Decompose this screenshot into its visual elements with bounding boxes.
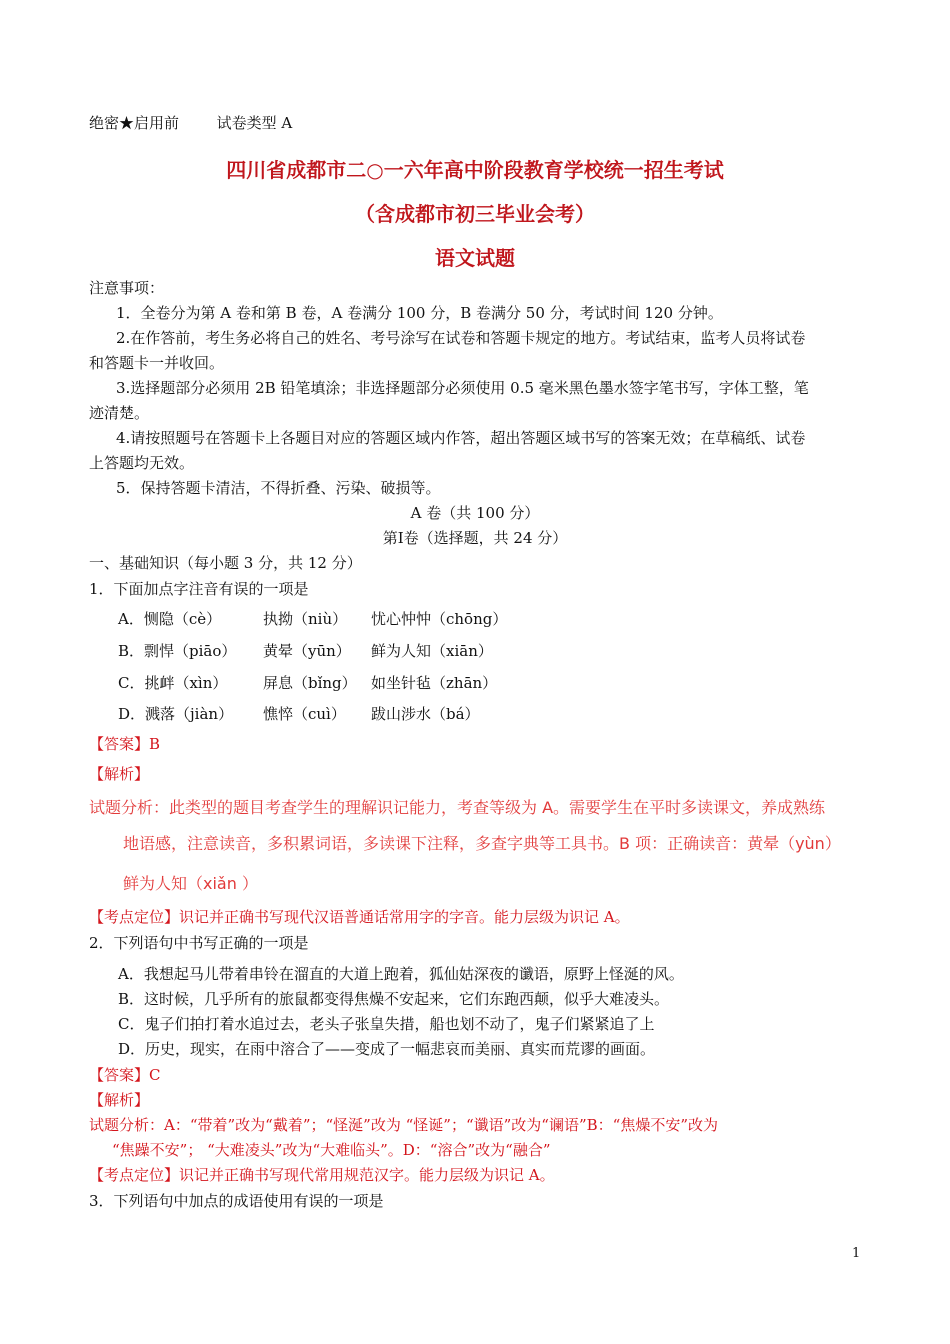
note-item: 和答题卡一并收回。	[89, 354, 225, 372]
question-1-stem: 1．下面加点字注音有误的一项是	[89, 580, 309, 598]
q2-answer: 【答案】C	[89, 1066, 161, 1084]
note-item: 4.请按照题号在答题卡上各题目对应的答题区域内作答，超出答题区域书写的答案无效；在草稿纸、试卷	[116, 429, 806, 447]
note-item: 5．保持答题卡清洁，不得折叠、污染、破损等。	[116, 479, 441, 497]
q2-analysis-label: 【解析】	[89, 1091, 150, 1109]
notes-heading: 注意事项：	[89, 279, 165, 297]
section-part1: 第Ⅰ卷（选择题，共 24 分）	[382, 529, 568, 547]
q1-analysis-line: 鲜为人知（xiǎn ）	[123, 874, 258, 893]
q2-option-b: B．这时候，几乎所有的旅鼠都变得焦燥不安起来，它们东跑西颠，似乎大难凌头。	[118, 990, 670, 1008]
q1-analysis-line: 地语感，注意读音，多积累词语，多读课下注释，多查字典等工具书。B 项：正确读音：黄晕（yùn）	[123, 834, 841, 853]
q1-analysis-label: 【解析】	[89, 765, 150, 783]
q1-point: 【考点定位】识记并正确书写现代汉语普通话常用字的字音。能力层级为识记 A。	[89, 908, 630, 926]
note-item: 2.在作答前，考生务必将自己的姓名、考号涂写在试卷和答题卡规定的地方。考试结束，监考人员将试卷	[116, 329, 806, 347]
q1-analysis-line: 试题分析：此类型的题目考查学生的理解识记能力，考查等级为 A。需要学生在平时多读课文，养成熟练	[89, 798, 826, 817]
paper-type-label: 试卷类型 A	[216, 114, 293, 132]
question-3-stem: 3．下列语句中加点的成语使用有误的一项是	[89, 1192, 384, 1210]
q2-point: 【考点定位】识记并正确书写现代常用规范汉字。能力层级为识记 A。	[89, 1166, 555, 1184]
q1-option-d: D．溅落（jiàn） 憔悴（cuì） 跋山涉水（bá）	[118, 705, 480, 723]
q2-option-d: D．历史，现实，在雨中溶合了——变成了一幅悲哀而美丽、真实而荒谬的画面。	[118, 1040, 656, 1058]
question-2-stem: 2．下列语句中书写正确的一项是	[89, 934, 309, 952]
sub-title: （含成都市初三毕业会考）	[355, 202, 595, 226]
section-basic: 一、基础知识（每小题 3 分，共 12 分）	[89, 554, 362, 572]
q1-answer: 【答案】B	[89, 735, 161, 753]
q2-analysis-line: “焦躁不安”； “大难凌头”改为“大难临头”。D：“溶合”改为“融合”	[112, 1141, 551, 1159]
q2-option-c: C．鬼子们拍打着水追过去，老头子张皇失措，船也划不动了，鬼子们紧紧追了上	[118, 1015, 655, 1033]
note-item: 1．全卷分为第 A 卷和第 B 卷，A 卷满分 100 分，B 卷满分 50 分，考试时间 120 分钟。	[116, 304, 723, 322]
q1-option-b: B．剽悍（piāo） 黄晕（yūn） 鲜为人知（xiān）	[118, 642, 493, 660]
note-item: 上答题均无效。	[89, 454, 195, 472]
main-title: 四川省成都市二○一六年高中阶段教育学校统一招生考试	[226, 158, 724, 182]
q2-option-a: A．我想起马儿带着串铃在溜直的大道上跑着，狐仙姑深夜的谶语，原野上怪涎的风。	[118, 965, 684, 983]
note-item: 迹清楚。	[89, 404, 150, 422]
secret-label: 绝密★启用前	[89, 114, 180, 132]
subject-title: 语文试题	[435, 246, 515, 270]
header-line	[89, 112, 292, 134]
q2-analysis-line: 试题分析：A：“带着”改为“戴着”；“怪涎”改为 “怪诞”；“谶语”改为“谰语”B：“焦燥不安”改为	[89, 1116, 718, 1134]
note-item: 3.选择题部分必须用 2B 铅笔填涂；非选择题部分必须使用 0.5 毫米黑色墨水签字笔书写，字体工整，笔	[116, 379, 809, 397]
page-number: 1	[852, 1246, 861, 1261]
q1-option-a: A．恻隐（cè） 执拗（niù） 忧心忡忡（chōng）	[118, 610, 508, 628]
section-a: A 卷（共 100 分）	[410, 504, 540, 522]
q1-option-c: C．挑衅（xìn） 屏息（bǐng） 如坐针毡（zhān）	[118, 674, 498, 692]
